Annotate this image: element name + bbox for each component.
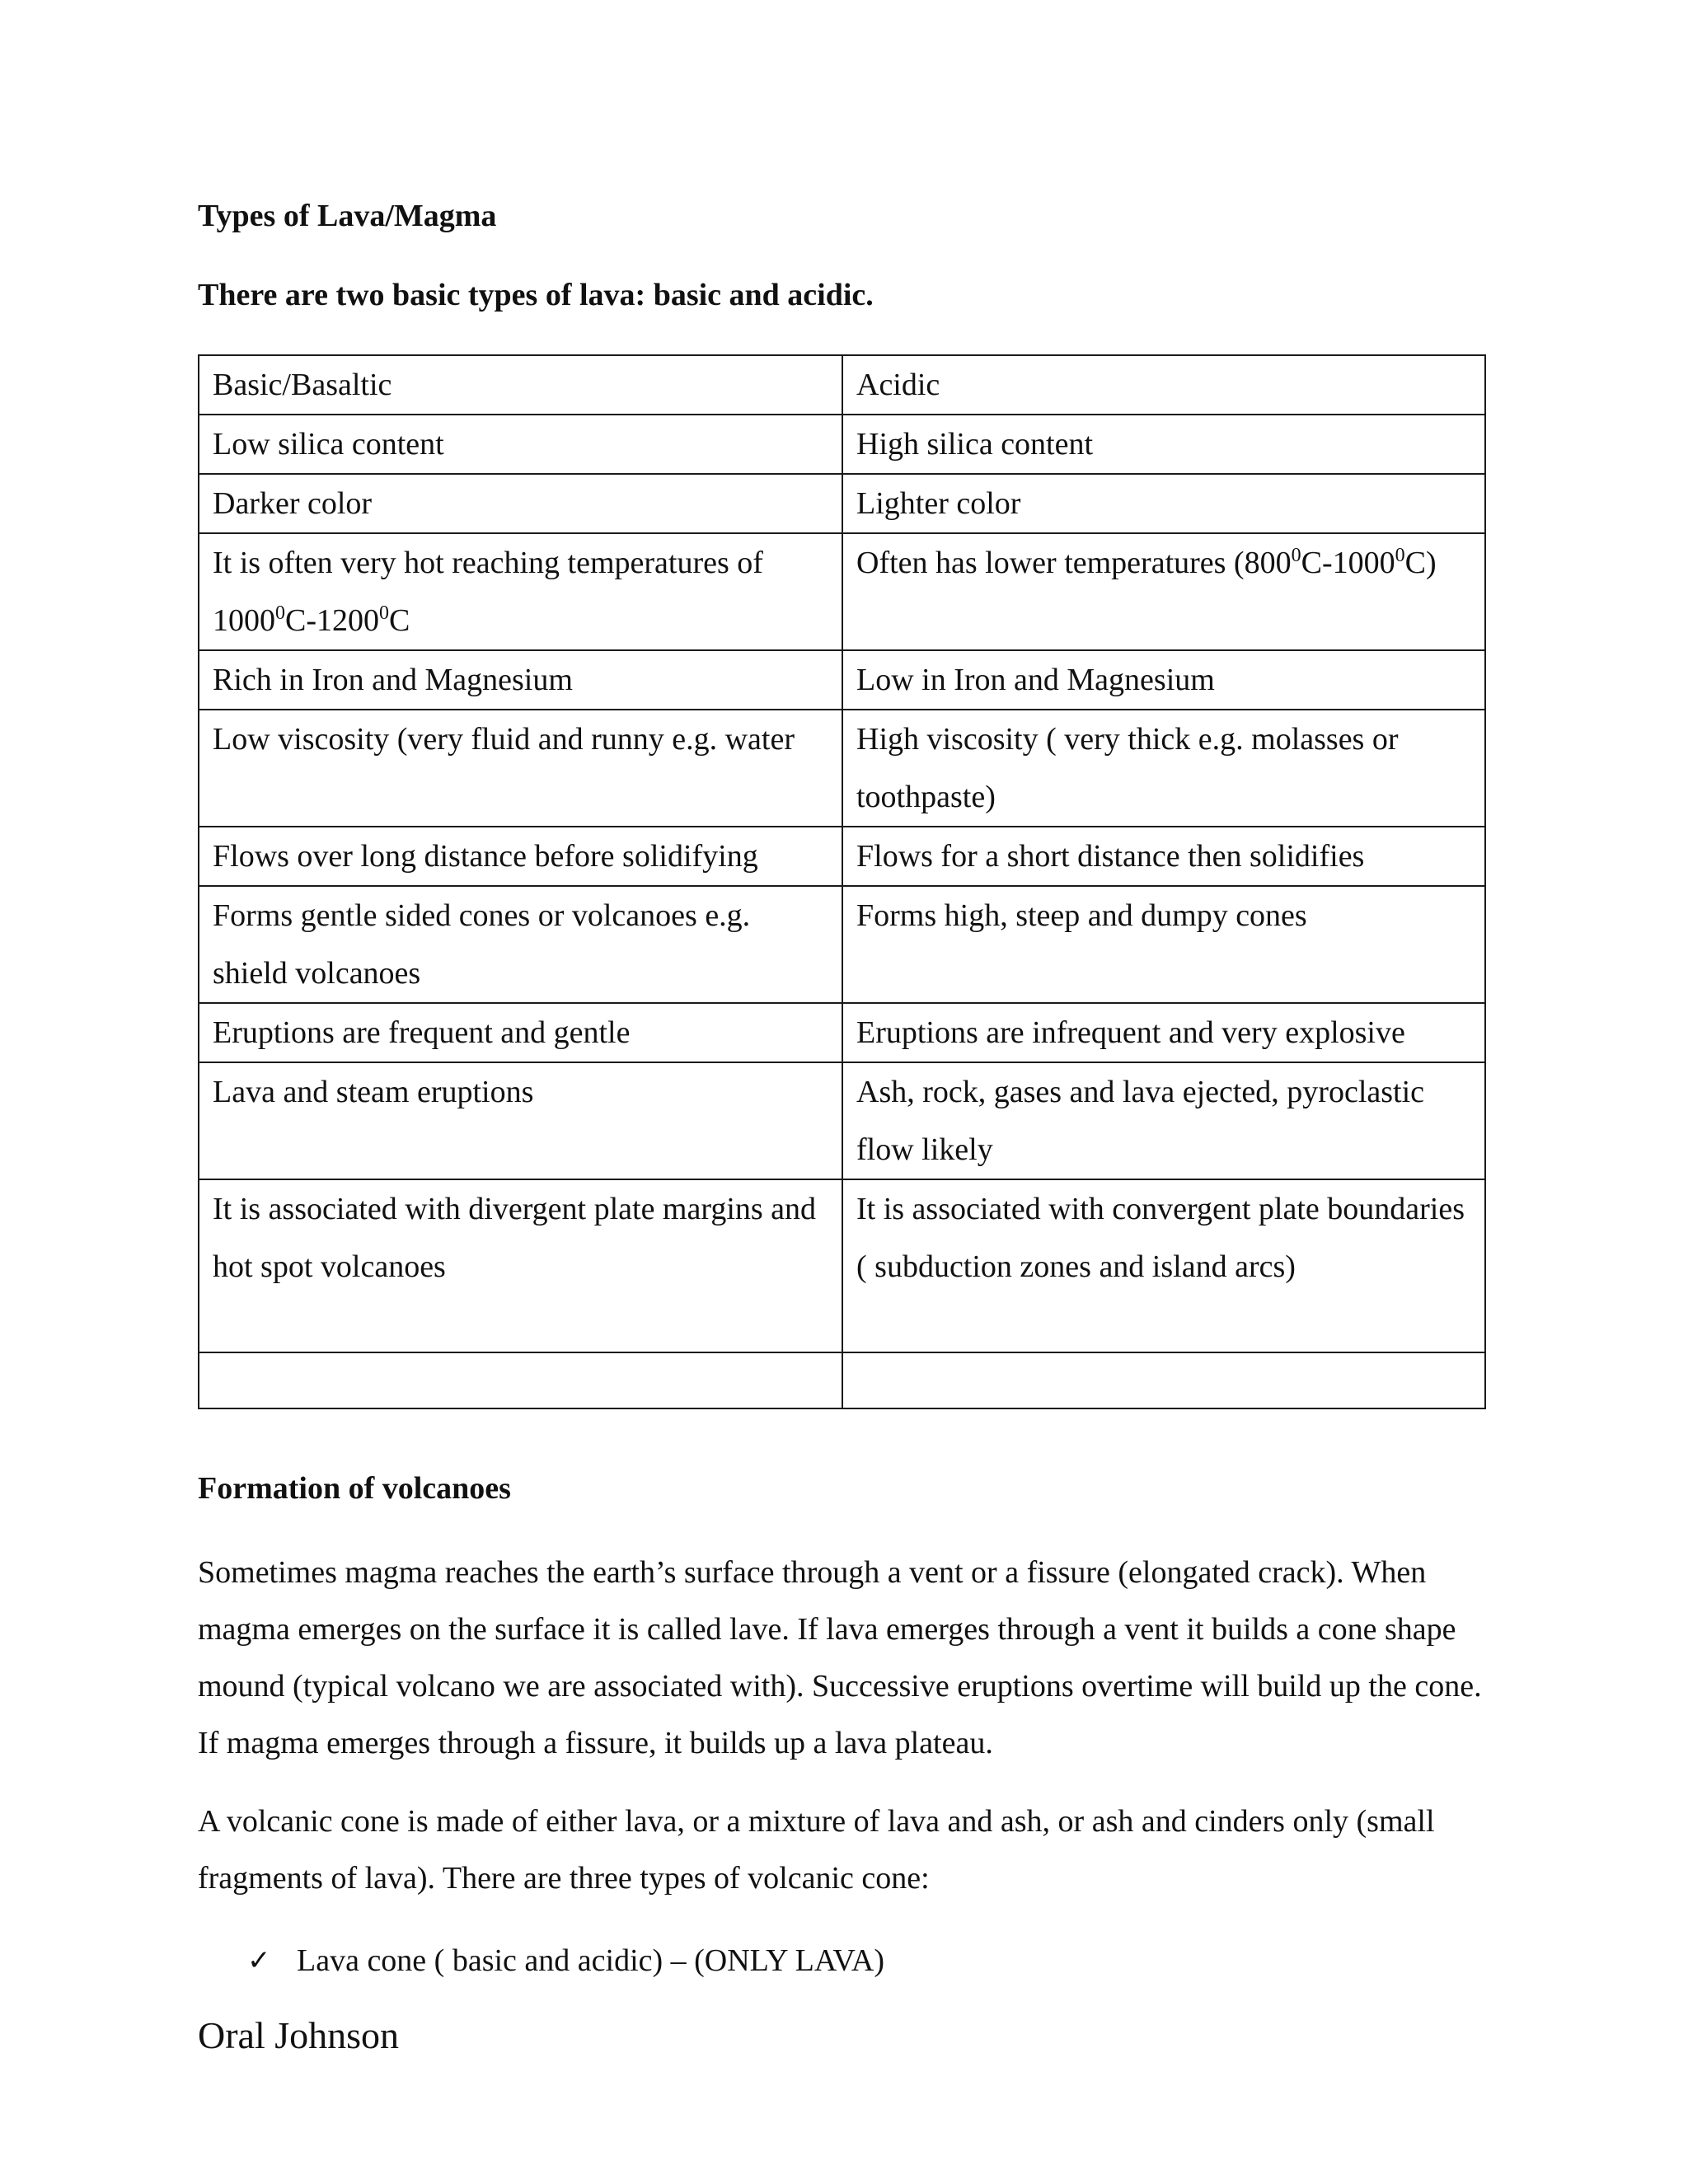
table-cell-acidic: Eruptions are infrequent and very explosive (842, 1003, 1485, 1062)
table-cell-basic: Low silica content (199, 415, 842, 474)
lava-comparison-table (198, 354, 1486, 1409)
footer-author: Oral Johnson (198, 2014, 400, 2056)
table-row (199, 355, 1485, 415)
superscript: 0 (379, 602, 389, 624)
table-cell-acidic: Forms high, steep and dumpy cones (842, 886, 1485, 1003)
table-row (199, 886, 1485, 1003)
cell-text: C (389, 603, 410, 638)
table-cell-acidic: Flows for a short distance then solidifies (842, 827, 1485, 886)
table-cell-basic: Basic/Basaltic (199, 355, 842, 415)
table-cell-basic: Forms gentle sided cones or volcanoes e.g. shield volcanoes (199, 886, 842, 1003)
table-cell-acidic (842, 1352, 1485, 1408)
table-cell-acidic: Low in Iron and Magnesium (842, 650, 1485, 710)
superscript: 0 (275, 602, 285, 624)
table-row (199, 533, 1485, 650)
table-cell-basic: Low viscosity (very fluid and runny e.g. water (199, 710, 842, 827)
table-row (199, 474, 1485, 533)
list-item-text: Lava cone ( basic and acidic) – (ONLY LAVA) (297, 1943, 885, 1978)
table-cell-acidic: It is associated with convergent plate boundaries ( subduction zones and island arcs) (842, 1179, 1485, 1352)
cell-text: Often has lower temperatures (800 (856, 546, 1292, 580)
section-heading: Formation of volcanoes (198, 1471, 511, 1506)
table-cell-basic: Lava and steam eruptions (199, 1062, 842, 1179)
page-title: Types of Lava/Magma (198, 199, 497, 233)
table-row (199, 710, 1485, 827)
table-cell-basic: Rich in Iron and Magnesium (199, 650, 842, 710)
superscript: 0 (1395, 545, 1405, 566)
table-cell-basic: It is associated with divergent plate margins and hot spot volcanoes (199, 1179, 842, 1352)
cell-text: C) (1404, 546, 1437, 580)
table-cell-acidic: Acidic (842, 355, 1485, 415)
table-cell-basic: Darker color (199, 474, 842, 533)
paragraph: A volcanic cone is made of either lava, or a mixture of lava and ash, or ash and cinders only (small fragments of lava). There are three types of volcanic cone: (198, 1804, 1435, 1896)
table-cell-basic: Flows over long distance before solidifying (199, 827, 842, 886)
table-row (199, 1179, 1485, 1352)
page-subtitle: There are two basic types of lava: basic and acidic. (198, 278, 874, 312)
paragraph: Sometimes magma reaches the earth’s surface through a vent or a fissure (elongated crack). When magma emerges on the surface it is called lave. If lava emerges through a vent it builds a cone shape mound (typical volcano we are associated with). Successive eruptions overtime will build up the cone. If magma emerges through a fissure, it builds up a lava plateau. (198, 1555, 1482, 1760)
table-row (199, 650, 1485, 710)
table-cell-acidic: High viscosity ( very thick e.g. molasses or toothpaste) (842, 710, 1485, 827)
table-cell-acidic: Ash, rock, gases and lava ejected, pyroclastic flow likely (842, 1062, 1485, 1179)
table-cell-acidic: High silica content (842, 415, 1485, 474)
table-cell-basic: Eruptions are frequent and gentle (199, 1003, 842, 1062)
table-row (199, 415, 1485, 474)
cell-text: It is often very hot reaching temperatures of 1000 (213, 546, 763, 638)
cell-text: C-1000 (1301, 546, 1395, 580)
table-cell-acidic (842, 533, 1485, 650)
table-row (199, 827, 1485, 886)
table-cell-basic (199, 1352, 842, 1408)
superscript: 0 (1291, 545, 1301, 566)
table-row (199, 1062, 1485, 1179)
checkmark-icon: ✓ (247, 1944, 271, 1977)
table-cell-acidic: Lighter color (842, 474, 1485, 533)
table-cell-basic (199, 533, 842, 650)
table-row (199, 1003, 1485, 1062)
list-item (247, 1933, 884, 1990)
cell-text: C-1200 (285, 603, 379, 638)
table-row (199, 1352, 1485, 1408)
